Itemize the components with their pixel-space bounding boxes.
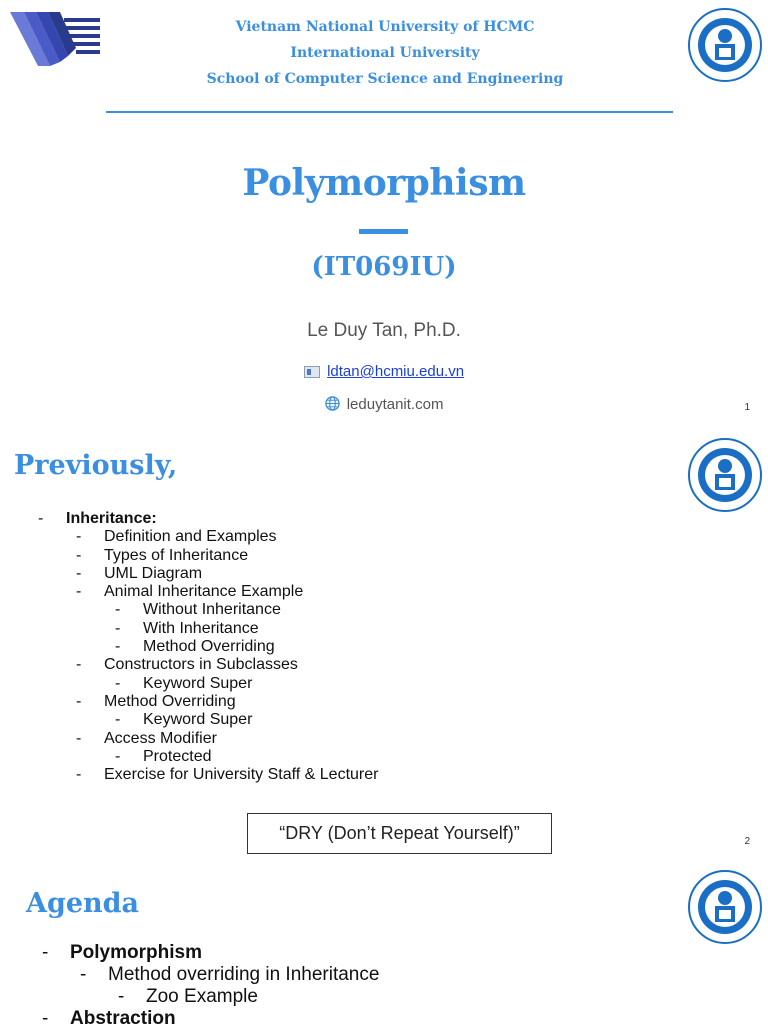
list-item — [38, 766, 378, 784]
list-item — [38, 528, 378, 546]
bullet-dash: - — [76, 546, 82, 564]
bullet-dash: - — [115, 747, 121, 765]
list-item — [38, 748, 378, 766]
list-item — [38, 547, 378, 565]
list-item-text: Definition and Examples — [104, 528, 277, 546]
header-lines — [150, 14, 620, 92]
list-item-text: Keyword Super — [143, 674, 253, 692]
bullet-dash: - — [115, 638, 121, 656]
bullet-dash: - — [76, 656, 82, 674]
dry-quote-box: “DRY (Don’t Repeat Yourself)” — [247, 813, 552, 854]
bullet-dash: - — [38, 510, 44, 527]
course-code: (IT069IU) — [311, 252, 457, 282]
list-item-text: Method Overriding — [143, 638, 275, 656]
previous-topics-list — [38, 510, 378, 784]
website-link[interactable]: leduytanit.com — [346, 396, 444, 413]
page-number: 2 — [744, 836, 750, 847]
page-number: 1 — [744, 402, 750, 413]
bullet-dash: - — [76, 528, 82, 546]
list-item — [42, 942, 379, 964]
list-item-text: Inheritance: — [66, 510, 157, 527]
title-underline — [359, 229, 408, 234]
globe-icon — [325, 396, 340, 411]
bullet-dash: - — [42, 942, 49, 963]
list-item — [38, 638, 378, 656]
bullet-dash: - — [76, 583, 82, 601]
slide-agenda — [0, 856, 768, 1024]
list-item — [42, 986, 379, 1008]
header-institute: International University — [290, 45, 480, 61]
slide-heading: Previously, — [14, 450, 178, 481]
bullet-dash: - — [76, 692, 82, 710]
bullet-dash: - — [115, 619, 121, 637]
email-row — [0, 363, 768, 380]
header-school: School of Computer Science and Engineering — [206, 71, 564, 87]
bullet-dash: - — [115, 674, 121, 692]
list-item-text: Polymorphism — [70, 942, 202, 963]
list-item-text: Access Modifier — [104, 729, 217, 747]
bullet-dash: - — [118, 986, 125, 1007]
list-item-text: Exercise for University Staff & Lecturer — [104, 766, 379, 784]
list-item — [42, 964, 379, 986]
list-item — [38, 510, 378, 528]
website-row — [0, 396, 768, 413]
list-item — [38, 620, 378, 638]
bullet-dash: - — [76, 564, 82, 582]
envelope-icon — [304, 366, 320, 378]
vnu-logo — [10, 12, 102, 70]
bullet-dash: - — [115, 601, 121, 619]
list-item-text: Zoo Example — [146, 986, 258, 1007]
list-item — [38, 583, 378, 601]
iu-seal-logo — [688, 870, 762, 944]
list-item — [42, 1008, 379, 1024]
list-item — [38, 693, 378, 711]
slide-heading: Agenda — [26, 888, 140, 919]
list-item — [38, 601, 378, 619]
list-item-text: Keyword Super — [143, 711, 253, 729]
list-item-text: Protected — [143, 747, 212, 765]
list-item-text: Method overriding in Inheritance — [108, 964, 380, 985]
list-item-text: Animal Inheritance Example — [104, 583, 304, 601]
bullet-dash: - — [115, 711, 121, 729]
list-item-text: Constructors in Subclasses — [104, 656, 298, 674]
iu-seal-logo — [688, 8, 762, 82]
list-item — [38, 711, 378, 729]
bullet-dash: - — [76, 766, 82, 784]
list-item-text: Types of Inheritance — [104, 546, 249, 564]
list-item-text: With Inheritance — [143, 619, 259, 637]
list-item-text: UML Diagram — [104, 564, 203, 582]
agenda-list — [42, 942, 379, 1024]
page-title: Polymorphism — [242, 162, 526, 204]
list-item — [38, 675, 378, 693]
slide-previously — [0, 428, 768, 856]
header-rule — [106, 111, 673, 113]
list-item — [38, 656, 378, 674]
bullet-dash: - — [76, 729, 82, 747]
header-university: Vietnam National University of HCMC — [235, 19, 535, 35]
list-item — [38, 565, 378, 583]
email-link[interactable]: ldtan@hcmiu.edu.vn — [327, 363, 465, 380]
iu-seal-logo — [688, 438, 762, 512]
author-name: Le Duy Tan, Ph.D. — [307, 320, 461, 341]
list-item — [38, 730, 378, 748]
bullet-dash: - — [42, 1008, 49, 1024]
bullet-dash: - — [80, 964, 87, 985]
slide-title — [0, 0, 768, 428]
list-item-text: Method Overriding — [104, 692, 236, 710]
list-item-text: Abstraction — [70, 1008, 176, 1024]
list-item-text: Without Inheritance — [143, 601, 281, 619]
